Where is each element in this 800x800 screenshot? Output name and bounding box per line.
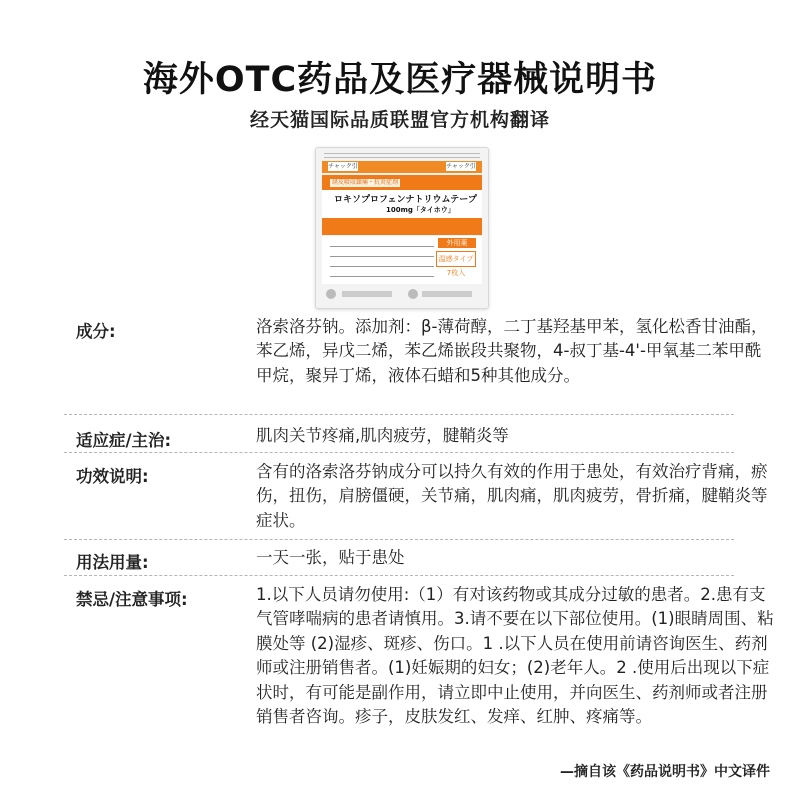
- package-badge-count: 温感タイプ 7枚入: [436, 251, 476, 267]
- section-label-indications: 适应症/主治:: [76, 431, 172, 450]
- section-text-indications: 肌肉关节疼痛,肌肉疲劳，腱鞘炎等: [256, 426, 509, 445]
- package-card-line: [330, 266, 434, 267]
- package-ribbon: 経皮吸収鎮痛・抗炎症剤: [331, 179, 398, 186]
- package-product-name: ロキソプロフェンナトリウムテープ: [334, 195, 477, 205]
- package-maker-text: [342, 291, 392, 297]
- source-footnote: —摘自该《药品说明书》中文译件: [560, 764, 770, 780]
- product-package-image: [315, 147, 489, 309]
- section-text-efficacy: 含有的洛索洛芬钠成分可以持久有效的作用于患处，有效治疗背痛，瘀伤，扭伤，肩膀僵硬，关节痛，肌肉痛，肌肉疲劳，骨折痛，腱鞘炎等症状。: [256, 462, 768, 530]
- package-orange-panel: [322, 175, 482, 235]
- section-divider: [64, 539, 734, 540]
- section-text-precautions: 1.以下人员请勿使用:（1）有对该药物或其成分过敏的患者。2.患有支气管哮喘病的患者请慎用。3.请不要在以下部位使用。(1)眼睛周围、粘膜处等 (2)湿疹、斑疹、伤口。1 .以下人员在使用前请咨询医生、药剂师或注册销售者。(1)妊娠期的妇女；(2)老年人。2 .使用后出现以下症状时，有可能是副作用，请立即中止使用，并向医生、药剂师或者注册销售者咨询。疹子，皮肤发红、发痒、红肿、疼痛等。: [256, 585, 774, 727]
- section-divider: [64, 575, 734, 576]
- package-card-line: [330, 276, 434, 277]
- package-card-line: [330, 246, 434, 247]
- section-divider: [64, 414, 734, 415]
- package-dose: 100mg「タイホウ」: [386, 206, 455, 214]
- section-label-efficacy: 功效说明:: [76, 467, 149, 486]
- package-logo-icon: [408, 289, 418, 299]
- section-text-ingredients: 洛索洛芬钠。添加剂：β-薄荷醇，二丁基羟基甲苯，氢化松香甘油酯，苯乙烯，异戊二烯，苯乙烯嵌段共聚物，4-叔丁基-4'-甲氧基二苯甲酰甲烷，聚异丁烯，液体石蜡和5种其他成分。: [256, 317, 768, 385]
- package-seller-text: [422, 291, 472, 297]
- page-title: 海外OTC药品及医疗器械说明书: [142, 60, 658, 100]
- package-card-line: [330, 256, 434, 257]
- package-top-strip: [324, 153, 480, 158]
- section-divider: [64, 452, 734, 453]
- section-label-dosage: 用法用量:: [76, 553, 149, 572]
- package-info-card: [322, 236, 482, 284]
- package-logo-icon: [326, 289, 336, 299]
- page-subtitle: 经天猫国际品质联盟官方机构翻译: [249, 109, 550, 131]
- section-label-ingredients: 成分:: [76, 322, 116, 341]
- package-tab-left: チャック引: [328, 163, 358, 170]
- package-tab-bar: [322, 161, 482, 173]
- section-text-dosage: 一天一张，贴于患处: [256, 548, 405, 567]
- package-footer: [322, 288, 482, 302]
- package-name-band: [322, 190, 482, 218]
- section-label-precautions: 禁忌/注意事项:: [76, 590, 188, 609]
- package-tab-right: チャック引: [446, 163, 476, 170]
- package-badge-external: 外用薬: [438, 238, 476, 248]
